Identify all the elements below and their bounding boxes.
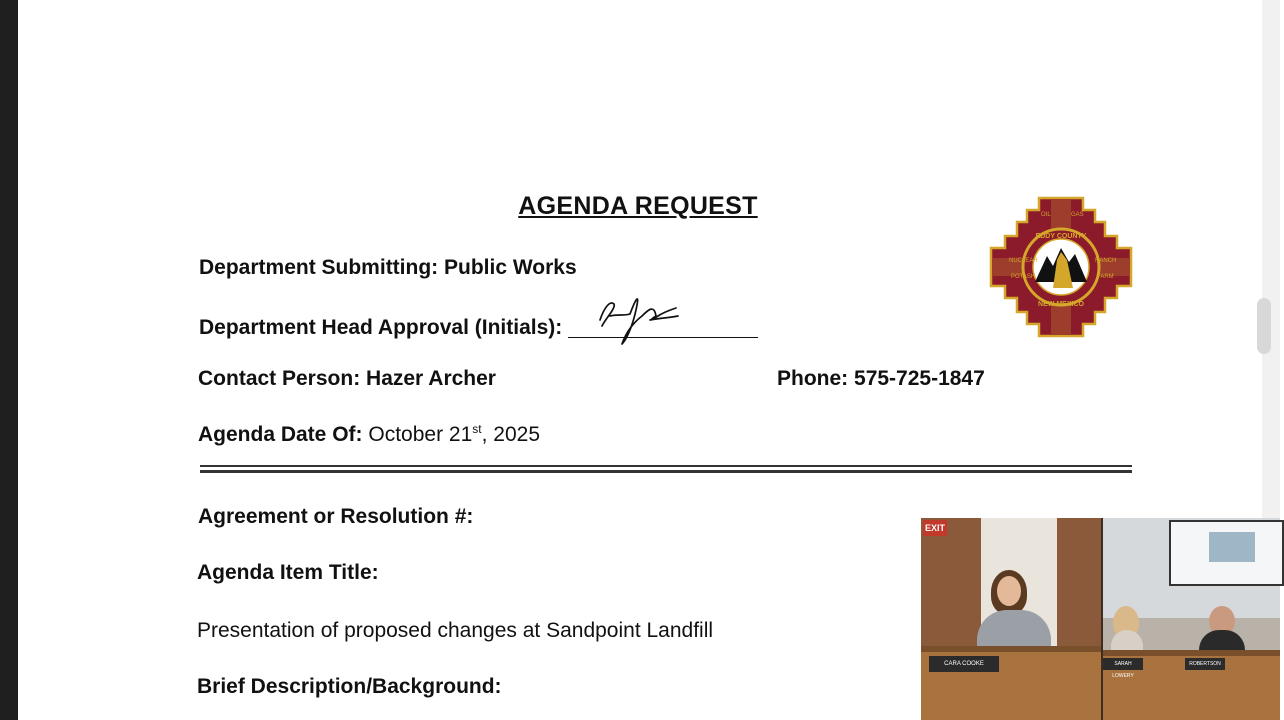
item-title-label: Agenda Item Title: <box>197 561 379 584</box>
nameplate-2b: ROBERTSON <box>1185 658 1225 670</box>
agreement-label: Agreement or Resolution #: <box>198 505 474 528</box>
camera-feed-2 <box>1103 518 1280 720</box>
contact-line <box>198 367 496 391</box>
agenda-date-label: Agenda Date Of: <box>198 423 363 446</box>
contact-value: Hazer Archer <box>366 367 496 390</box>
divider-rule-thick <box>200 470 1132 473</box>
brief-description-label: Brief Description/Background: <box>197 675 502 698</box>
camera-feed-1 <box>921 518 1101 720</box>
agenda-date-suffix: st <box>472 422 482 436</box>
seal-left-lower: POTASH <box>1011 274 1036 280</box>
agenda-date-year: , 2025 <box>481 423 540 446</box>
initials-field <box>568 312 758 334</box>
agenda-date-month-day: October 21 <box>368 423 473 446</box>
seal-top-left: OIL <box>1041 212 1051 218</box>
seal-top-right: GAS <box>1071 212 1084 218</box>
divider-rule-thin <box>200 465 1132 467</box>
approval-line <box>199 312 758 340</box>
eddy-county-seal <box>991 196 1131 338</box>
approval-label: Department Head Approval (Initials): <box>199 316 563 339</box>
agenda-date-line <box>198 422 540 447</box>
phone-label: Phone: <box>777 367 849 390</box>
nameplate-2a: SARAH LOWERY <box>1103 658 1143 670</box>
contact-label: Contact Person: <box>198 367 361 390</box>
vertical-scrollbar-thumb[interactable] <box>1257 298 1271 354</box>
initials-signature <box>590 286 690 350</box>
department-label: Department Submitting: <box>199 256 439 279</box>
nameplate-1: CARA COOKE <box>929 656 999 672</box>
seal-center-top: EDDY COUNTY <box>1035 233 1087 240</box>
department-value: Public Works <box>444 256 577 279</box>
viewer-left-edge <box>0 0 18 720</box>
department-line <box>199 256 577 280</box>
meeting-video-overlay <box>921 518 1280 720</box>
exit-sign: EXIT <box>923 520 947 536</box>
item-title-value: Presentation of proposed changes at Sandpoint Landfill <box>197 619 714 642</box>
document-title: AGENDA REQUEST <box>518 192 758 220</box>
seal-bottom: NEW MEXICO <box>1038 301 1084 308</box>
seal-right-lower: FARM <box>1097 274 1114 280</box>
seal-right: RANCH <box>1095 258 1117 264</box>
phone-line <box>777 367 985 391</box>
phone-value: 575-725-1847 <box>854 367 985 390</box>
seal-left: NUCLEAR <box>1009 258 1038 264</box>
